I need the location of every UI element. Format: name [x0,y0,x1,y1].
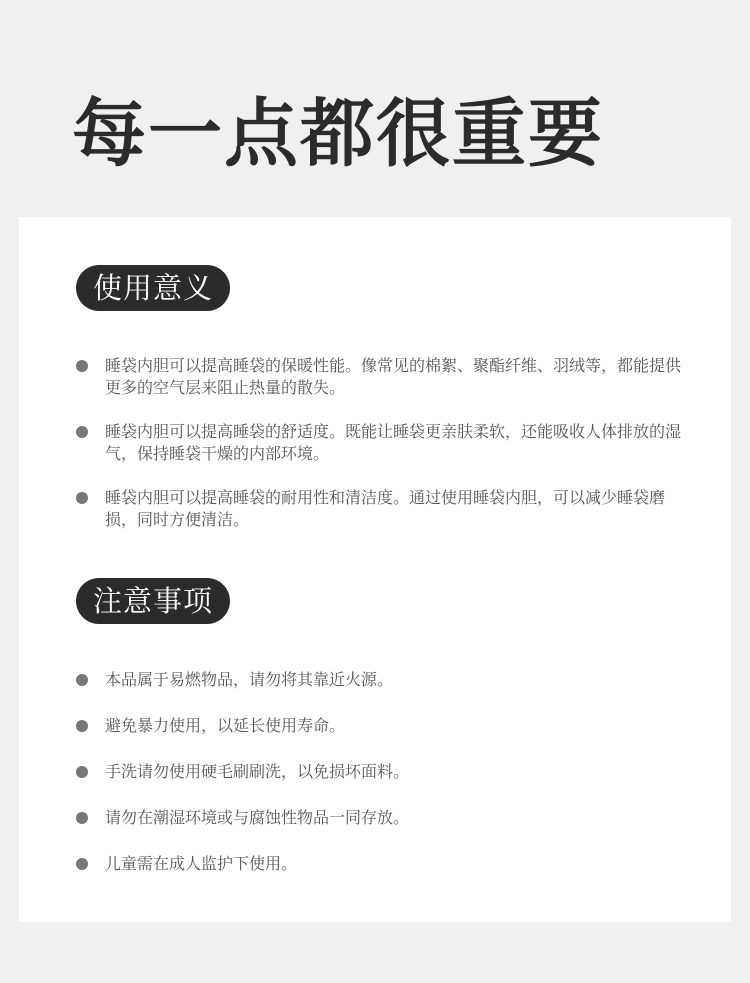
bullet-icon [76,766,88,778]
list-item [71,669,691,691]
section-heading-notes: 注意事项 [76,578,230,624]
list-item [71,421,691,465]
bullet-icon [76,674,88,686]
list-item-text: 睡袋内胆可以提高睡袋的耐用性和清洁度。通过使用睡袋内胆，可以减少睡袋磨损，同时方便清洁。 [105,488,666,529]
list-item [71,355,691,399]
notes-list [71,669,691,899]
usage-list [71,355,691,553]
list-item-text: 本品属于易燃物品，请勿将其靠近火源。 [105,670,394,689]
list-item-text: 避免暴力使用，以延长使用寿命。 [105,716,346,735]
list-item-text: 睡袋内胆可以提高睡袋的舒适度。既能让睡袋更亲肤柔软，还能吸收人体排放的湿气，保持睡袋干燥的内部环境。 [105,422,682,463]
section-heading-usage: 使用意义 [76,265,230,311]
list-item [71,807,691,829]
content-card [19,217,731,922]
bullet-icon [76,492,88,504]
list-item [71,715,691,737]
list-item-text: 手洗请勿使用硬毛刷刷洗，以免损坏面料。 [105,762,410,781]
bullet-icon [76,812,88,824]
list-item [71,761,691,783]
bullet-icon [76,720,88,732]
list-item-text: 儿童需在成人监护下使用。 [105,854,298,873]
bullet-icon [76,426,88,438]
list-item [71,853,691,875]
list-item [71,487,691,531]
bullet-icon [76,360,88,372]
bullet-icon [76,858,88,870]
page-title: 每一点都很重要 [72,91,604,177]
list-item-text: 请勿在潮湿环境或与腐蚀性物品一同存放。 [105,808,410,827]
list-item-text: 睡袋内胆可以提高睡袋的保暖性能。像常见的棉絮、聚酯纤维、羽绒等，都能提供更多的空气层来阻止热量的散失。 [105,356,682,397]
